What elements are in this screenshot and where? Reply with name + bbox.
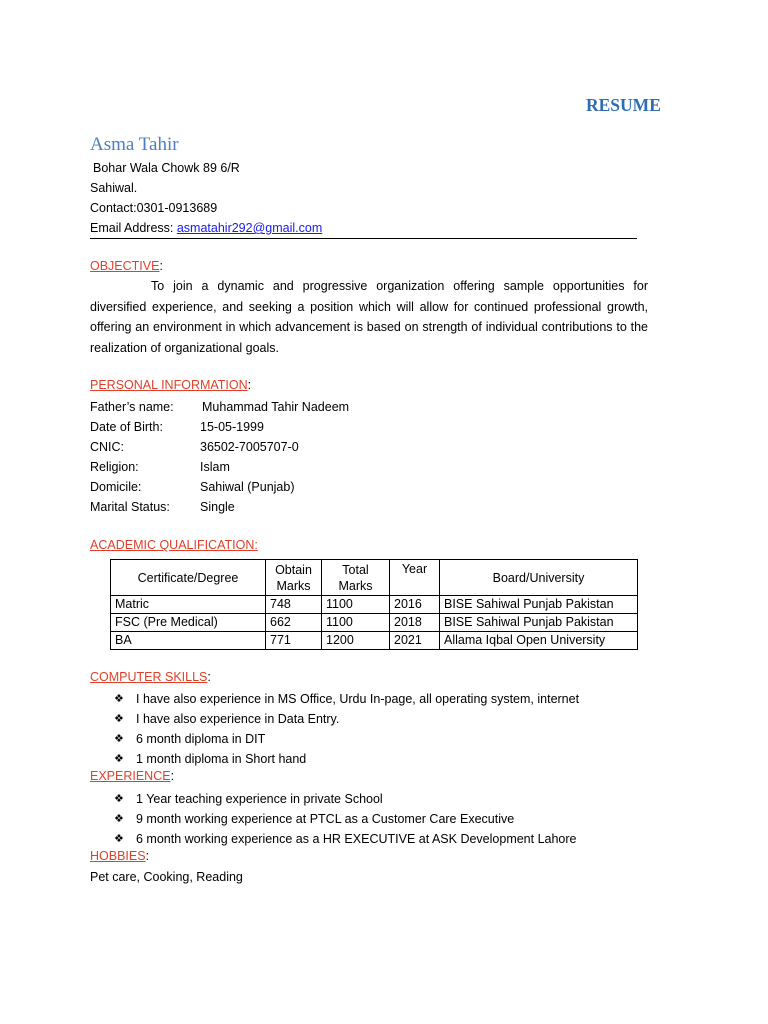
list-item: ❖ 1 Year teaching experience in private School	[114, 789, 674, 809]
table-cell: 2016	[390, 596, 440, 614]
table-cell: 1100	[322, 614, 390, 632]
experience-list	[114, 789, 674, 849]
table-cell: Allama Iqbal Open University	[440, 632, 638, 650]
academic-heading-line	[90, 538, 258, 552]
personal-row	[90, 437, 349, 457]
personal-row	[90, 457, 349, 477]
contact-phone: 0301-0913689	[136, 201, 218, 215]
table-cell: 2018	[390, 614, 440, 632]
table-cell: 662	[266, 614, 322, 632]
address-line-1: Bohar Wala Chowk 89 6/R	[93, 161, 240, 175]
table-row	[111, 614, 638, 632]
skills-heading: COMPUTER SKILLS	[90, 670, 208, 684]
table-header-row	[111, 560, 638, 596]
personal-heading: PERSONAL INFORMATION	[90, 378, 248, 392]
personal-heading-line: PERSONAL INFORMATION:	[90, 378, 252, 392]
table-cell: BISE Sahiwal Punjab Pakistan	[440, 596, 638, 614]
diamond-bullet-icon: ❖	[114, 713, 124, 725]
table-cell: BISE Sahiwal Punjab Pakistan	[440, 614, 638, 632]
diamond-bullet-icon: ❖	[114, 733, 124, 745]
list-item: ❖ I have also experience in Data Entry.	[114, 709, 674, 729]
list-item: ❖ 9 month working experience at PTCL as a Customer Care Executive	[114, 809, 674, 829]
table-cell: 2021	[390, 632, 440, 650]
table-cell: 1100	[322, 596, 390, 614]
skills-heading-line: COMPUTER SKILLS:	[90, 670, 211, 684]
experience-heading-line: EXPERIENCE:	[90, 769, 175, 783]
personal-row	[90, 397, 349, 417]
diamond-bullet-icon: ❖	[114, 753, 124, 765]
table-cell: BA	[111, 632, 266, 650]
table-cell: 1200	[322, 632, 390, 650]
objective-heading: OBJECTIVE	[90, 259, 160, 273]
contact-block	[90, 158, 650, 238]
academic-heading: ACADEMIC QUALIFICATION:	[90, 538, 258, 552]
column-header: Board/University	[440, 560, 638, 596]
column-header: Year	[390, 560, 440, 596]
column-header: Total Marks	[322, 560, 390, 596]
email-line	[90, 218, 650, 238]
personal-label: Father’s name:	[90, 400, 174, 414]
resume-title: RESUME	[586, 95, 661, 115]
experience-heading: EXPERIENCE	[90, 769, 171, 783]
header-divider	[90, 238, 637, 239]
contact-line	[90, 198, 650, 218]
table-cell: FSC (Pre Medical)	[111, 614, 266, 632]
diamond-bullet-icon: ❖	[114, 833, 124, 845]
personal-label: Date of Birth:	[90, 420, 163, 434]
column-header: Certificate/Degree	[111, 560, 266, 596]
table-row	[111, 596, 638, 614]
objective-text: To join a dynamic and progressive organization offering sample opportunities for diversified experience, and seeking a position which will allow for continued professional growth, offering an environment in which advancement is based on strength of individual contributions to the realization of organizational goals.	[90, 279, 648, 355]
list-item: ❖ 6 month working experience as a HR EXECUTIVE at ASK Development Lahore	[114, 829, 674, 849]
personal-value: Single	[200, 500, 235, 514]
personal-info-list	[90, 397, 349, 517]
applicant-name: Asma Tahir	[90, 134, 179, 155]
email-label: Email Address:	[90, 221, 177, 235]
personal-label: Domicile:	[90, 480, 142, 494]
table-cell: 771	[266, 632, 322, 650]
table-cell: Matric	[111, 596, 266, 614]
table-cell: 748	[266, 596, 322, 614]
personal-label: Marital Status:	[90, 500, 170, 514]
table-row	[111, 632, 638, 650]
personal-row	[90, 497, 349, 517]
hobbies-text: Pet care, Cooking, Reading	[90, 870, 243, 884]
column-header: Obtain Marks	[266, 560, 322, 596]
address-line-2: Sahiwal.	[90, 181, 138, 195]
skills-list	[114, 689, 674, 769]
list-item: ❖ 1 month diploma in Short hand	[114, 749, 674, 769]
personal-value: 36502-7005707-0	[200, 440, 299, 454]
personal-value: Sahiwal (Punjab)	[200, 480, 295, 494]
hobbies-heading: HOBBIES	[90, 849, 146, 863]
diamond-bullet-icon: ❖	[114, 693, 124, 705]
personal-value: 15-05-1999	[200, 420, 264, 434]
diamond-bullet-icon: ❖	[114, 793, 124, 805]
personal-label: Religion:	[90, 460, 139, 474]
personal-row	[90, 477, 349, 497]
email-link[interactable]: asmatahir292@gmail.com	[176, 221, 323, 235]
academic-table	[110, 559, 638, 650]
hobbies-heading-line: HOBBIES:	[90, 849, 150, 863]
list-item: ❖ I have also experience in MS Office, Urdu In-page, all operating system, internet	[114, 689, 674, 709]
personal-row	[90, 417, 349, 437]
personal-value: Islam	[200, 460, 230, 474]
diamond-bullet-icon: ❖	[114, 813, 124, 825]
objective-heading-line: OBJECTIVE:	[90, 259, 163, 273]
list-item: ❖ 6 month diploma in DIT	[114, 729, 674, 749]
personal-label: CNIC:	[90, 440, 125, 454]
contact-label: Contact:	[90, 201, 137, 215]
personal-value: Muhammad Tahir Nadeem	[202, 400, 350, 414]
